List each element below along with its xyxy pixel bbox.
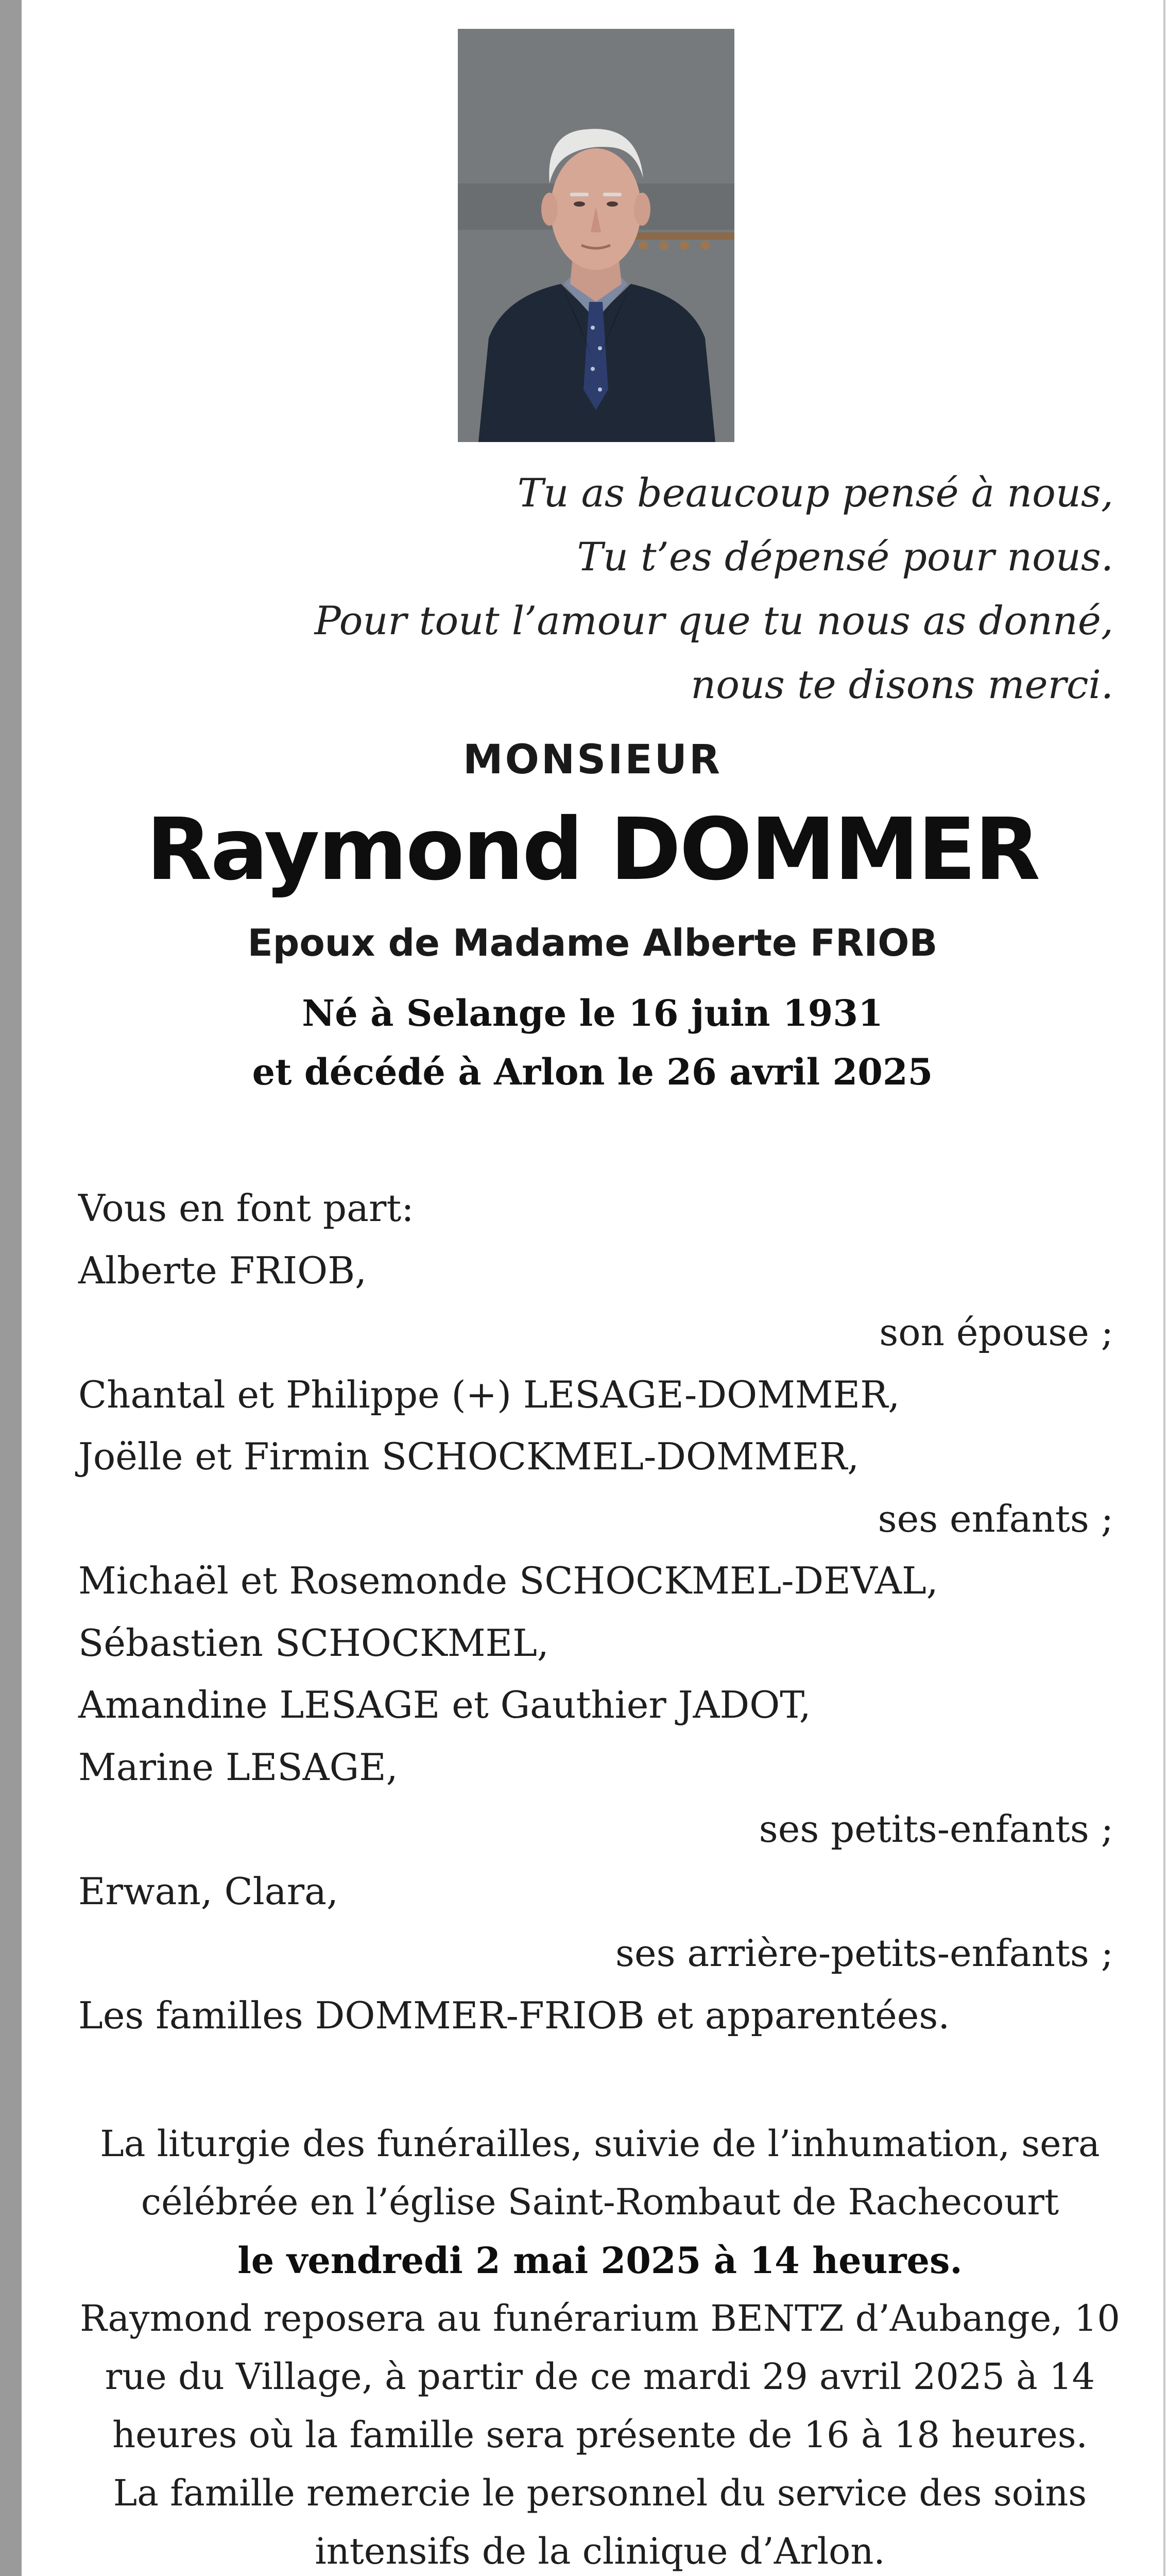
ceremony-line: La liturgie des funérailles, suivie de l’inhumation, sera: [100, 2123, 1100, 2165]
ceremony-details: [57, 2115, 1143, 2576]
ceremony-highlight-line: le vendredi 2 mai 2025 à 14 heures.: [237, 2239, 963, 2282]
poem-line: Tu as beaucoup pensé à nous,: [517, 470, 1113, 516]
honorific-title: MONSIEUR: [462, 737, 723, 783]
right-border-line: [1163, 0, 1165, 2576]
ceremony-line: Raymond reposera au funérarium BENTZ d’Aubange, 10: [80, 2297, 1120, 2340]
relationship-label: ses petits-enfants ;: [759, 1807, 1113, 1851]
family-member-line: Les familles DOMMER-FRIOB et apparentées.: [78, 1993, 950, 2037]
relationship-label: ses arrière-petits-enfants ;: [615, 1931, 1113, 1975]
family-member-line: Marine LESAGE,: [78, 1745, 398, 1789]
ceremony-line: célébrée en l’église Saint-Rombaut de Rachecourt: [141, 2181, 1059, 2223]
family-member-line: Michaël et Rosemonde SCHOCKMEL-DEVAL,: [78, 1559, 938, 1602]
spouse-line: Epoux de Madame Alberte FRIOB: [247, 921, 938, 964]
deceased-name: Raymond DOMMER: [146, 800, 1039, 900]
death-line: et décédé à Arlon le 26 avril 2025: [252, 1050, 933, 1093]
poem-line: Pour tout l’amour que tu nous as donné,: [314, 598, 1113, 643]
poem-line: Tu t’es dépensé pour nous.: [577, 534, 1113, 580]
ceremony-line: heures où la famille sera présente de 16 à 18 heures.: [112, 2414, 1088, 2456]
ceremony-line: La famille remercie le personnel du service des soins: [113, 2472, 1087, 2514]
left-border-bar: [0, 0, 22, 2576]
birth-line: Né à Selange le 16 juin 1931: [302, 992, 883, 1035]
portrait-photo: [458, 29, 734, 442]
portrait-illustration: [458, 29, 734, 442]
family-member-line: Vous en font part:: [78, 1187, 414, 1230]
ceremony-line: rue du Village, à partir de ce mardi 29 avril 2025 à 14: [105, 2355, 1095, 2398]
family-member-line: Joëlle et Firmin SCHOCKMEL-DOMMER,: [78, 1435, 860, 1478]
family-member-line: Erwan, Clara,: [78, 1869, 338, 1913]
poem: [257, 461, 1113, 717]
birth-death-dates: [22, 984, 1163, 1101]
relationship-label: son épouse ;: [879, 1311, 1113, 1354]
family-member-line: Sébastien SCHOCKMEL,: [78, 1621, 549, 1665]
relationship-label: ses enfants ;: [878, 1497, 1113, 1540]
family-member-line: Amandine LESAGE et Gauthier JADOT,: [78, 1683, 811, 1726]
family-member-line: Alberte FRIOB,: [78, 1248, 367, 1292]
ceremony-line: intensifs de la clinique d’Arlon.: [315, 2530, 885, 2572]
family-member-line: Chantal et Philippe (+) LESAGE-DOMMER,: [78, 1372, 900, 1416]
family-list: [78, 1177, 1113, 2046]
poem-line: nous te disons merci.: [691, 662, 1113, 707]
